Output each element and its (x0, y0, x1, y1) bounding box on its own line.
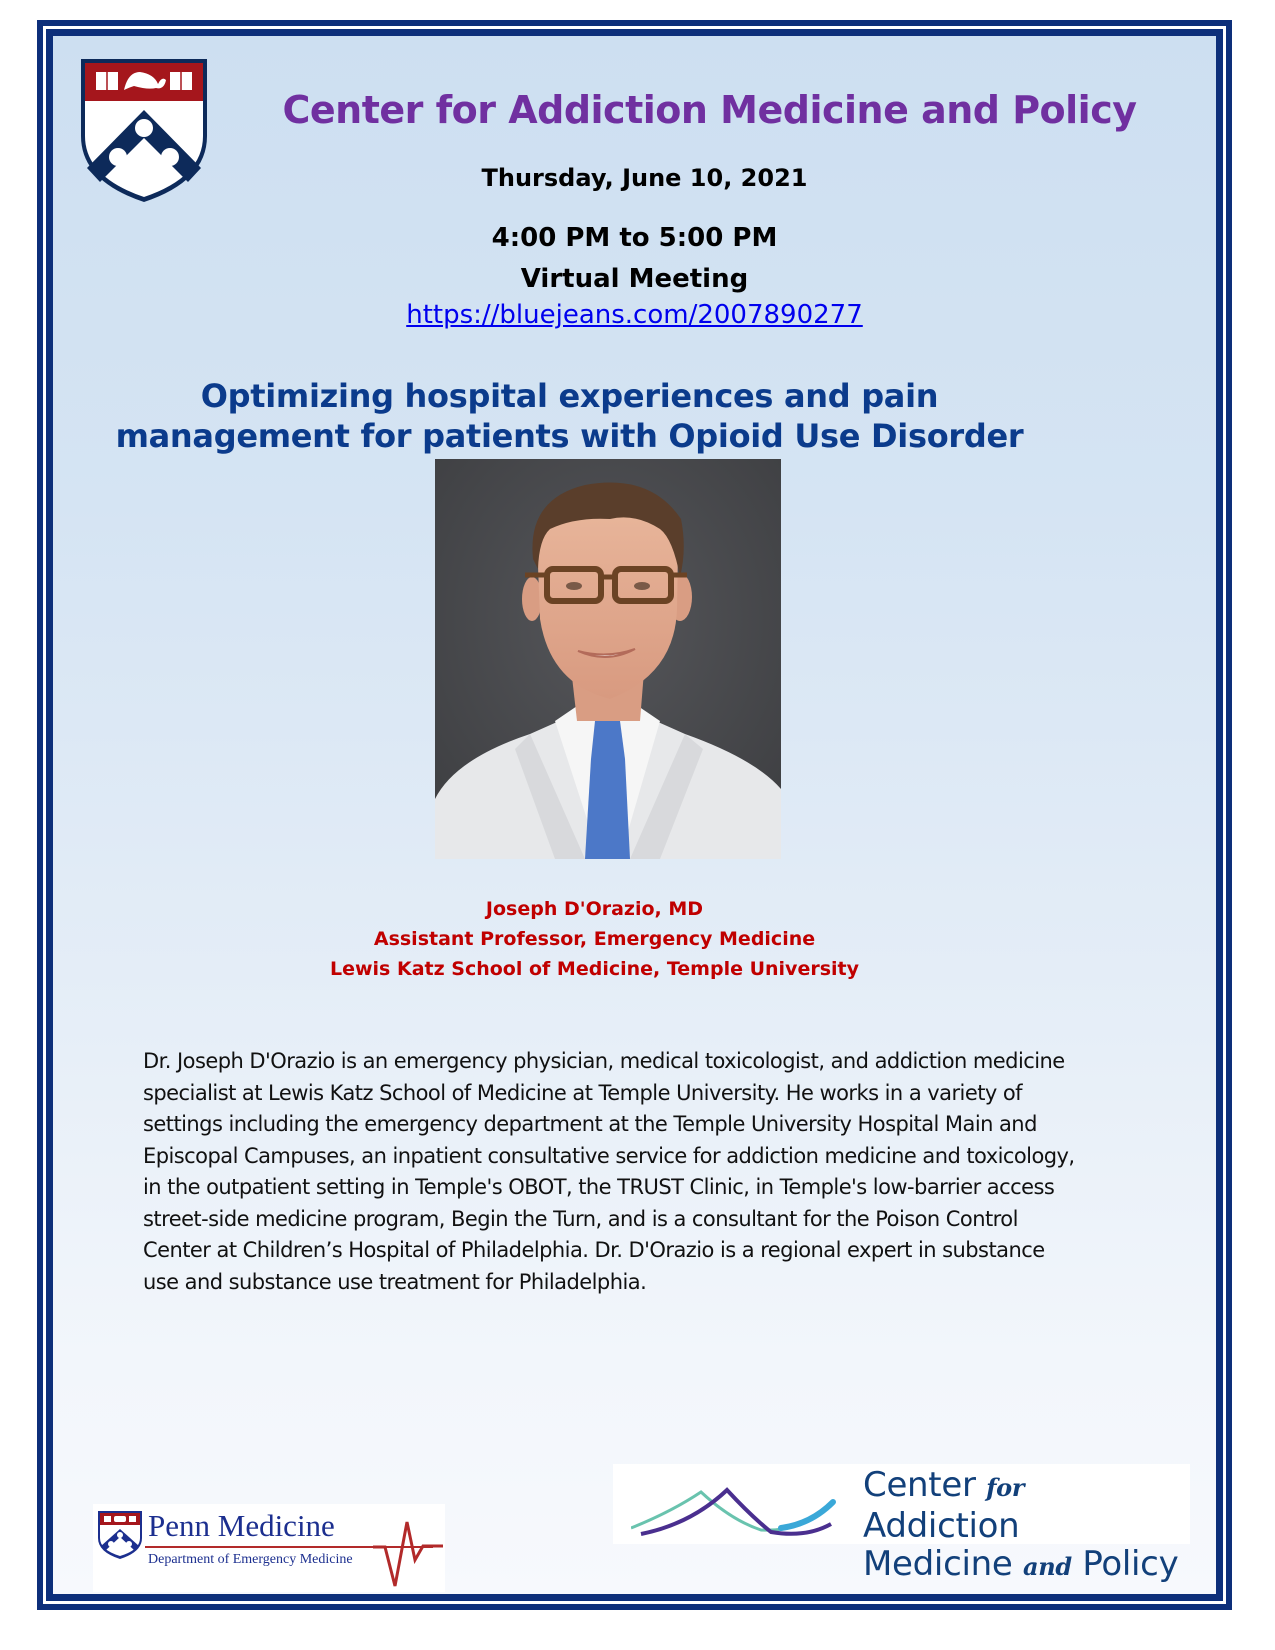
bio-line: specialist at Lewis Katz School of Medicine at Temple University. He works in a variety of (143, 1080, 1023, 1105)
speaker-info (53, 894, 1216, 984)
penn-medicine-name: Penn Medicine (148, 1508, 335, 1543)
camp-logo-line1: Center for Addiction (863, 1465, 1025, 1546)
speaker-affiliation: Lewis Katz School of Medicine, Temple University (330, 958, 859, 980)
meeting-link[interactable] (53, 300, 1216, 330)
speaker-bio (143, 1046, 1143, 1298)
bio-line: use and substance use treatment for Philadelphia. (143, 1269, 647, 1294)
heartbeat-line-icon (373, 1516, 443, 1593)
speaker-name: Joseph D'Orazio, MD (485, 898, 704, 920)
bio-line: Episcopal Campuses, an inpatient consultative service for addiction medicine and toxicology, (143, 1143, 1075, 1168)
camp-logo-text (863, 1466, 1190, 1586)
event-venue: Virtual Meeting (520, 264, 749, 294)
talk-title (53, 376, 1216, 456)
bio-line: Dr. Joseph D'Orazio is an emergency physician, medical toxicologist, and addiction medicine (143, 1049, 1065, 1073)
bio-line: Center at Children’s Hospital of Philadelphia. Dr. D'Orazio is a regional expert in substance (143, 1238, 1045, 1262)
talk-title-line1: Optimizing hospital experiences and pain (200, 377, 939, 415)
penn-medicine-logo (93, 1504, 445, 1592)
camp-logo (613, 1464, 1190, 1584)
flyer-page (53, 36, 1216, 1594)
bio-line: street-side medicine program, Begin the Turn, and is a consultant for the Poison Control (143, 1206, 1018, 1231)
event-time: 4:00 PM to 5:00 PM (491, 223, 778, 253)
penn-small-shield-icon (97, 1510, 143, 1565)
penn-medicine-department: Department of Emergency Medicine (148, 1552, 353, 1567)
page-border-gap (43, 26, 1226, 1604)
speaker-portrait (435, 459, 781, 859)
camp-waves-icon (631, 1472, 841, 1543)
bio-line: settings including the emergency department at the Temple University Hospital Main and (143, 1112, 1037, 1136)
meeting-link-text[interactable]: https://bluejeans.com/2007890277 (406, 300, 863, 330)
page-border-inner (46, 29, 1223, 1601)
bio-line: in the outpatient setting in Temple's OBOT, the TRUST Clinic, in Temple's low-barrier access (143, 1175, 1055, 1199)
talk-title-line2: management for patients with Opioid Use Disorder (115, 417, 1024, 455)
organization-title: Center for Addiction Medicine and Policy (282, 88, 1137, 132)
speaker-position: Assistant Professor, Emergency Medicine (373, 928, 816, 950)
event-date: Thursday, June 10, 2021 (481, 164, 808, 192)
camp-logo-line2: Medicine and Policy (863, 1544, 1179, 1584)
page-border-outer (37, 20, 1232, 1610)
